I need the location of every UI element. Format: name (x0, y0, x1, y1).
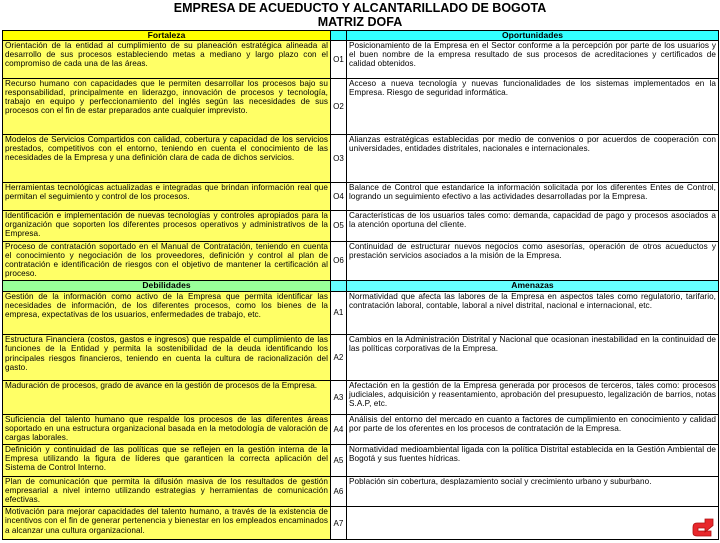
fortaleza-item: Proceso de contratación soportado en el Manual de Contratación, teniendo en cuenta el conocimiento y negociación de los proveedores, definición y control al plan de contratación e identificación de riesgos con el objetivo de mantener la certificación al proceso. (3, 241, 331, 281)
fortaleza-item: Recurso humano con capacidades que le permiten desarrollar los procesos bajo su responsabilidad, principalmente en liderazgo, innovación de procesos y tecnología, trabajo en equipo y perfeccionamiento del inglés según las necesidades de sus procesos con el fin de estar preparados ante cualquier imprevisto. (3, 78, 331, 134)
fortaleza-item: Orientación de la entidad al cumplimiento de su planeación estratégica alineada al desarrollo de sus procesos estableciendo metas a mediano y largo plazo con el compromiso de cada una de las áreas. (3, 41, 331, 79)
fortaleza-item: Modelos de Servicios Compartidos con calidad, cobertura y capacidad de los servicios prestados, competitivos con el entorno, teniendo en cuenta el conocimiento de las necesidades de la Empresa y una definición clara de cada de dichos servicios. (3, 134, 331, 182)
amenaza-code: A3 (331, 381, 347, 415)
oportunidad-item: Características de los usuarios tales como: demanda, capacidad de pago y procesos asociados a la atención oportuna del cliente. (347, 211, 719, 242)
amenaza-item: Afectación en la gestión de la Empresa generada por procesos de terceros, tales como: procesos judiciales, adquisición y reasentamiento, aprobación del presupuesto, legalización de barrios, notas S.A.P, etc. (347, 381, 719, 415)
debilidad-item: Motivación para mejorar capacidades del talento humano, a través de la existencia de incentivos con el fin de generar pertenencia y bienestar en los empleados encaminados a alcanzar una cultura organizacional. (3, 507, 331, 540)
amenaza-item: Normatividad medioambiental ligada con la política Distrital establecida en la Gestión Ambiental de Bogotá y sus fuentes hídricas. (347, 445, 719, 477)
amenaza-item: Normatividad que afecta las labores de la Empresa en aspectos tales como regulatorio, tarifario, contratación laboral, contable, laboral a nivel distrital, nacional e internacional, etc. (347, 291, 719, 335)
amenaza-item: Cambios en la Administración Distrital y Nacional que ocasionan inestabilidad en la continuidad de las políticas corporativas de la Empresa. (347, 335, 719, 381)
amenaza-code: A1 (331, 291, 347, 335)
fortalezas-header: Fortaleza (3, 31, 331, 41)
debilidad-item: Maduración de procesos, grado de avance en la gestión de procesos de la Empresa. (3, 381, 331, 415)
return-arrow-icon[interactable] (691, 516, 717, 538)
debilidad-item: Plan de comunicación que permita la difusión masiva de los resultados de gestión empresarial a nivel interno utilizando estrategias y herramientas de comunicación efectivas. (3, 476, 331, 507)
amenaza-item (347, 507, 719, 540)
debilidad-item: Estructura Financiera (costos, gastos e ingresos) que respalde el cumplimiento de las funciones de la Entidad y permita la sostenibilidad de la deuda identificando los principales riesgos financieros, teniendo en cuenta la cultura de racionalización del gasto. (3, 335, 331, 381)
dofa-matrix (2, 30, 719, 540)
amenaza-code: A2 (331, 335, 347, 381)
oportunidad-item: Alianzas estratégicas establecidas por medio de convenios o por acuerdos de cooperación con universidades, entidades distritales, nacionales e internacionales. (347, 134, 719, 182)
amenazas-header: Amenazas (347, 281, 719, 291)
oportunidad-item: Balance de Control que estandarice la información solicitada por los diferentes Entes de Control, logrando un seguimiento efectivo a las actividades desarrolladas por la Empresa. (347, 182, 719, 211)
company-title: EMPRESA DE ACUEDUCTO Y ALCANTARILLADO DE BOGOTA (173, 1, 547, 15)
debilidades-header: Debilidades (3, 281, 331, 291)
amenaza-item: Análisis del entorno del mercado en cuanto a factores de cumplimiento en conocimiento y calidad por parte de los oferentes en los procesos de contratación de la Empresa. (347, 414, 719, 445)
oportunidades-header: Oportunidades (347, 31, 719, 41)
oportunidad-code: O4 (331, 182, 347, 211)
oportunidad-item: Acceso a nueva tecnología y nuevas funcionalidades de los sistemas implementados en la Empresa. Riesgo de seguridad informática. (347, 78, 719, 134)
oportunidad-item: Continuidad de estructurar nuevos negocios como asesorías, operación de otros acueductos y prestación servicios asociados a la misión de la Empresa. (347, 241, 719, 281)
fortaleza-item: Identificación e implementación de nuevas tecnologías y controles apropiados para la organización que soporten los diferentes procesos operativos y administrativos de la Empresa. (3, 211, 331, 242)
document-title (0, 0, 720, 30)
amenaza-code: A7 (331, 507, 347, 540)
amenaza-code: A6 (331, 476, 347, 507)
oportunidad-code: O1 (331, 41, 347, 79)
oportunidad-code: O3 (331, 134, 347, 182)
debilidad-item: Gestión de la información como activo de la Empresa que permita identificar las necesidades de información, de los diferentes procesos, como los bienes de la empresa, expectativas de los usuarios, enfermedades de trabajo, etc. (3, 291, 331, 335)
amenaza-code: A4 (331, 414, 347, 445)
oportunidad-code: O2 (331, 78, 347, 134)
amenaza-item: Población sin cobertura, desplazamiento social y crecimiento urbano y suburbano. (347, 476, 719, 507)
return-arrow-svg (691, 516, 717, 538)
matrix-title: MATRIZ DOFA (317, 15, 403, 29)
amenazas-header-code (331, 281, 347, 291)
debilidad-item: Definición y continuidad de las políticas que se reflejen en la gestión interna de la Empresa utilizando la figura de líderes que garanticen la correcta aplicación del Sistema de Control Interno. (3, 445, 331, 477)
oportunidades-header-code (331, 31, 347, 41)
debilidad-item: Suficiencia del talento humano que respalde los procesos de las diferentes áreas soportado en una estructura organizacional basada en la metodología de valoración de cargas laborales. (3, 414, 331, 445)
fortaleza-item: Herramientas tecnológicas actualizadas e integradas que brindan información real que permitan el seguimiento y control de los procesos. (3, 182, 331, 211)
oportunidad-code: O6 (331, 241, 347, 281)
oportunidad-item: Posicionamiento de la Empresa en el Sector conforme a la percepción por parte de los usuarios y el buen nombre de la empresa resultado de sus procesos de acreditaciones y certificados de calidad obtenidos. (347, 41, 719, 79)
oportunidad-code: O5 (331, 211, 347, 242)
amenaza-code: A5 (331, 445, 347, 477)
